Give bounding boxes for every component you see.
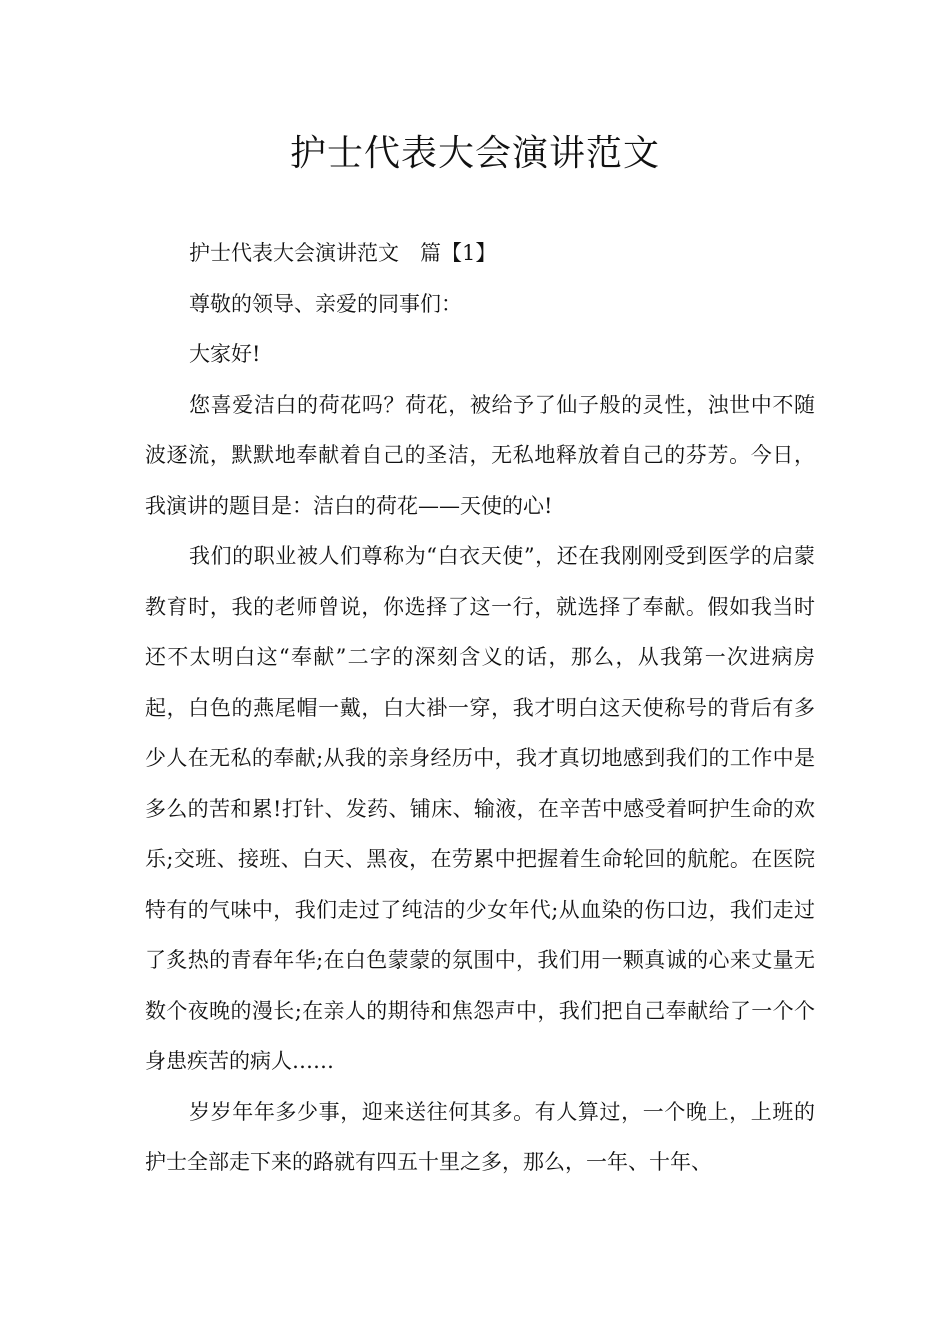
- document-title: 护士代表大会演讲范文: [289, 133, 660, 174]
- paragraph-profession: 我们的职业被人们尊称为“白衣天使”，还在我刚刚受到医学的启蒙教育时，我的老师曾说，你选择了这一行，就选择了奉献。假如我当时还不太明白这“奉献”二字的深刻含义的话，那么，从我第一次进病房起，白色的燕尾帽一戴，白大褂一穿，我才明白这天使称号的背后有多少人在无私的奉献;从我的亲身经历中，我才真切地感到我们的工作中是多么的苦和累!打针、发药、铺床、输液，在辛苦中感受着呵护生命的欢乐;交班、接班、白天、黑夜，在劳累中把握着生命轮回的航舵。在医院特有的气味中，我们走过了纯洁的少女年代;从血染的伤口边，我们走过了炙热的青春年华;在白色蒙蒙的氛围中，我们用一颗真诚的心来丈量无数个夜晚的漫长;在亲人的期待和焦怨声中，我们把自己奉献给了一个个身患疾苦的病人……: [145, 544, 815, 1073]
- greeting: 大家好!: [189, 342, 261, 366]
- paragraph-years: 岁岁年年多少事，迎来送往何其多。有人算过，一个晚上，上班的护士全部走下来的路就有四五十里之多，那么，一年、十年、: [145, 1099, 815, 1174]
- section-heading: 护士代表大会演讲范文 篇【1】: [189, 241, 497, 265]
- paragraph-lotus: 您喜爱洁白的荷花吗？荷花，被给予了仙子般的灵性，浊世中不随波逐流，默默地奉献着自己的圣洁，无私地释放着自己的芬芳。今日，我演讲的题目是：洁白的荷花——天使的心!: [145, 392, 815, 518]
- salutation: 尊敬的领导、亲爱的同事们：: [189, 291, 462, 316]
- document-body: [145, 228, 815, 1188]
